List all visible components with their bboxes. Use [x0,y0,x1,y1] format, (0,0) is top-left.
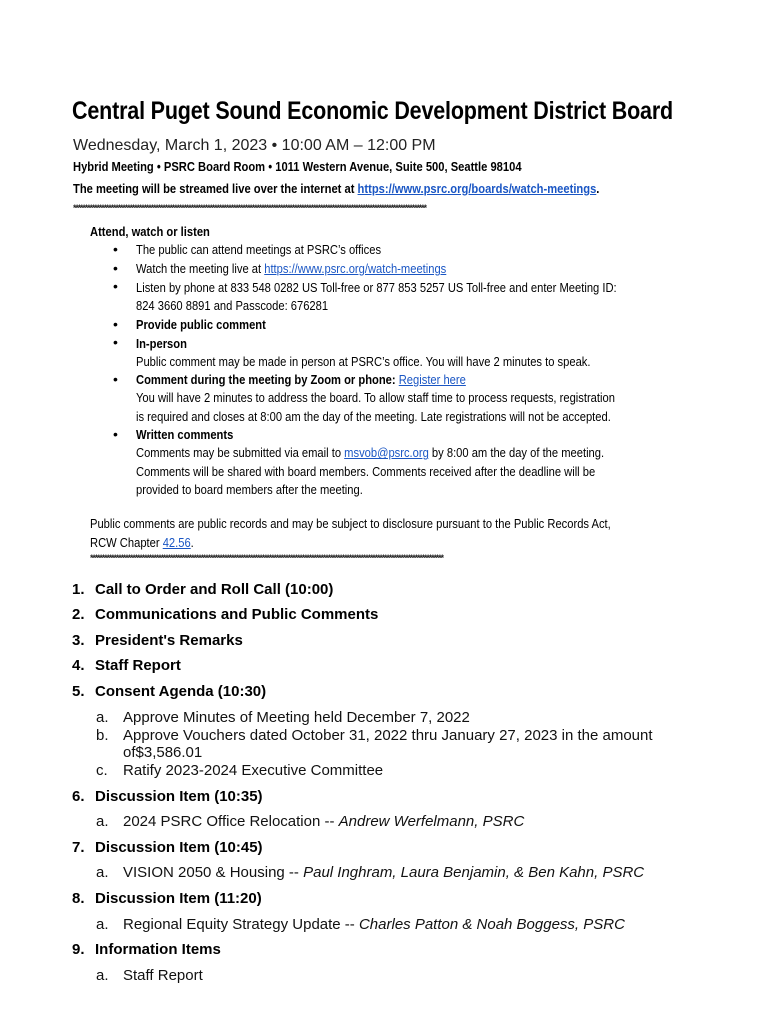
agenda-num: 9. [72,941,85,958]
bullet-icon: • [113,316,118,332]
agenda-label: Communications and Public Comments [95,606,379,623]
separator-bottom: ****************************************************************************************************************************************************** [90,553,443,563]
watch-meetings-link[interactable]: https://www.psrc.org/boards/watch-meetings [357,181,597,196]
bullet-icon: • [113,278,118,294]
written-text-3: provided to board members after the meeting. [136,481,363,497]
agenda-item-5a [96,709,470,726]
sub-text: Ratify 2023-2024 Executive Committee [123,762,384,779]
agenda-item-3 [72,632,243,649]
disclosure-line-1: Public comments are public records and may be subject to disclosure pursuant to the Public Records Act, [90,516,611,531]
agenda-num: 1. [72,581,85,598]
attend-bullet-3 [136,279,617,316]
meeting-date: Wednesday, March 1, 2023 • 10:00 AM – 12:00 PM [73,137,436,154]
agenda-label: Discussion Item (10:35) [95,788,263,805]
disclosure-text [90,514,611,552]
phone-line-2: 824 3660 8891 and Passcode: 676281 [136,298,329,314]
sub-letter: c. [96,762,108,779]
meeting-location: Hybrid Meeting • PSRC Board Room • 1011 Western Avenue, Suite 500, Seattle 98104 [73,159,522,174]
stream-line [73,181,599,196]
agenda-num: 5. [72,683,85,700]
agenda-label: Discussion Item (11:20) [95,890,262,907]
agenda-label: Call to Order and Roll Call (10:00) [95,581,334,598]
stream-text: The meeting will be streamed live over the internet at [73,181,358,196]
sub-letter: a. [96,813,109,830]
register-here-link[interactable]: Register here [398,372,466,387]
written-title: Written comments [136,427,234,442]
agenda-item-8a [96,916,625,933]
agenda-num: 4. [72,657,85,674]
agenda-item-5b [96,727,653,744]
agenda-item-7 [72,839,263,856]
zoom-text-2: is required and closes at 8:00 am the day of the meeting. Late registrations will not be accepted. [136,408,611,424]
watch-live-link[interactable]: https://www.psrc.org/watch-meetings [264,261,447,276]
attend-bullet-4: Provide public comment [136,317,266,332]
agenda-item-6a [96,813,524,830]
sub-text: 2024 PSRC Office Relocation -- [123,813,339,830]
agenda-item-9 [72,941,221,958]
zoom-title: Comment during the meeting by Zoom or phone: [136,372,399,387]
stream-suffix: . [596,181,600,196]
agenda-item-5 [72,683,266,700]
zoom-text-1: You will have 2 minutes to address the board. To allow staff time to process requests, registration [136,390,615,406]
bullet-icon: • [113,426,118,442]
agenda-item-8 [72,890,262,907]
sub-letter: b. [96,727,109,744]
agenda-label: President's Remarks [95,632,243,649]
agenda-item-5c [96,762,383,779]
phone-line-1: Listen by phone at 833 548 0282 US Toll-free or 877 853 5257 US Toll-free and enter Meeting ID: [136,280,617,295]
email-link[interactable]: msvob@psrc.org [344,445,429,461]
bullet-icon: • [113,241,118,257]
presenter: Charles Patton & Noah Boggess, PSRC [358,916,625,933]
separator-top: ****************************************************************************************************************************************************** [73,203,426,213]
attend-bullet-5 [136,335,590,372]
attend-heading: Attend, watch or listen [90,224,210,239]
agenda-label: Information Items [95,941,221,958]
agenda-item-9a [96,967,203,984]
sub-text: Regional Equity Strategy Update -- [123,916,359,933]
rcw-text: RCW Chapter [90,535,163,550]
in-person-text: Public comment may be made in person at PSRC’s office. You will have 2 minutes to speak. [136,354,591,370]
agenda-item-1 [72,581,333,598]
agenda-label: Staff Report [95,657,181,674]
agenda-num: 7. [72,839,85,856]
sub-text: Approve Vouchers dated October 31, 2022 thru January 27, 2023 in the amount [123,727,653,744]
attend-bullet-7 [136,426,604,499]
presenter: Andrew Werfelmann, PSRC [338,813,525,830]
written-suffix: by 8:00 am the day of the meeting. [428,445,605,461]
sub-text: Approve Minutes of Meeting held December 7, 2022 [123,709,470,726]
agenda-num: 6. [72,788,85,805]
sub-letter: a. [96,916,109,933]
watch-text: Watch the meeting live at [136,261,265,276]
sub-text: VISION 2050 & Housing -- [123,864,304,881]
agenda-label: Discussion Item (10:45) [95,839,263,856]
written-text: Comments may be submitted via email to [136,445,345,461]
sub-letter: a. [96,709,109,726]
presenter: Paul Inghram, Laura Benjamin, & Ben Kahn, PSRC [303,864,645,881]
agenda-item-2 [72,606,378,623]
in-person-title: In-person [136,336,187,351]
agenda-label: Consent Agenda (10:30) [95,683,267,700]
agenda-num: 2. [72,606,85,623]
bullet-icon: • [113,260,118,276]
agenda-item-4 [72,657,181,674]
rcw-suffix: . [190,535,194,550]
agenda-item-5b-cont: of$3,586.01 [123,744,203,761]
bullet-icon: • [113,334,118,350]
sub-letter: a. [96,864,109,881]
bullet-icon: • [113,371,118,387]
rcw-link[interactable]: 42.56 [162,535,191,550]
attend-bullet-2 [136,260,446,278]
attend-bullet-6 [136,371,615,426]
agenda-num: 3. [72,632,85,649]
attend-bullet-1: The public can attend meetings at PSRC’s offices [136,242,382,257]
agenda-item-7a [96,864,644,881]
agenda-num: 8. [72,890,85,907]
sub-text: Staff Report [123,967,203,984]
written-text-2: Comments will be shared with board members. Comments received after the deadline will be [136,463,596,479]
page-title: Central Puget Sound Economic Development District Board [72,97,673,125]
agenda-item-6 [72,788,263,805]
sub-letter: a. [96,967,109,984]
